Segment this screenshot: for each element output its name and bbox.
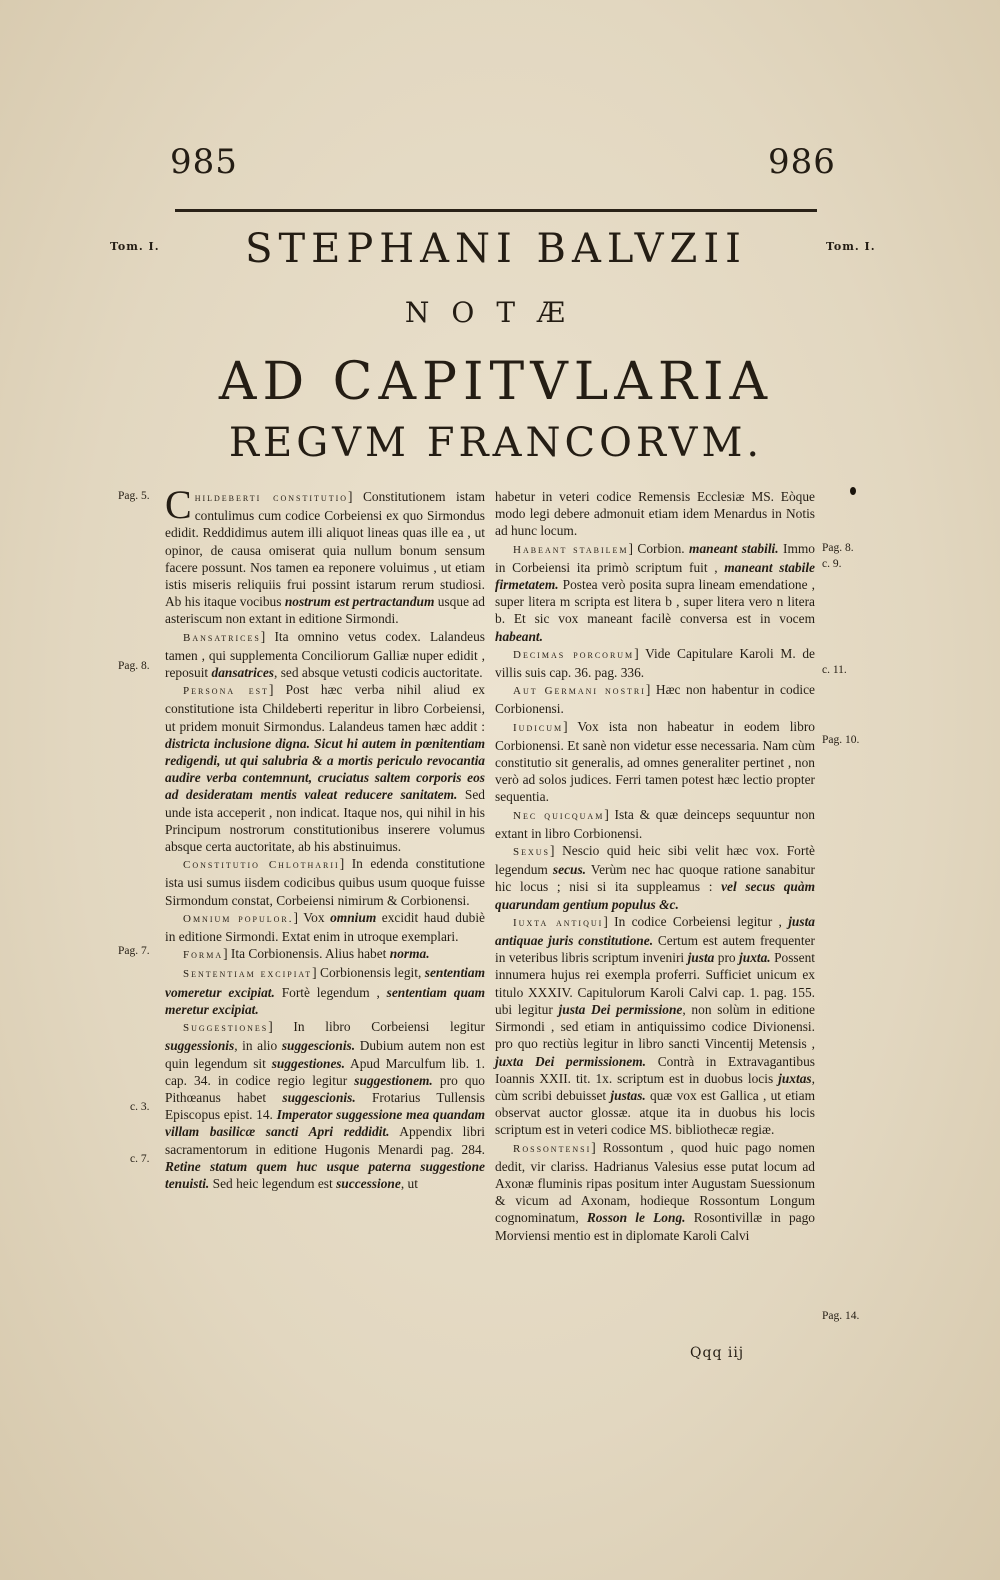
margin-note: Pag. 8. — [118, 660, 150, 672]
paragraph: Bansatrices] Ita omnino vetus codex. Lalandeus tamen , qui supplementa Conciliorum Galliæ nuper edidit , reposuit dansatrices, sed absque vetusti codicis auctoritate. — [165, 628, 485, 681]
margin-note: c. 3. — [130, 1101, 150, 1113]
paragraph: Sexus] Nescio quid heic sibi velit hæc vox. Fortè legendum secus. Verùm nec hac quoque ratione sanabitur hic locus ; nisi si ita suppleamus : vel secus quàm quarundam gentium populus &c. — [495, 843, 815, 912]
paragraph: Rossontensi] Rossontum , quod huic pago nomen dedit, vir clariss. Hadrianus Valesius esse putat locum ad Axonæ fluminis ripas positum inter Augustam Suessionum & vicum ad Axonam, hodieque Rossontum Longum cognominatum, Rosson le Long. Rosontivillæ in pago Morviensi mentio est in diplomate Karoli Calvi — [495, 1139, 815, 1243]
paragraph: Nec quicquam] Ista & quæ deinceps sequuntur non extant in libro Corbionensi. — [495, 806, 815, 841]
paragraph: Decimas porcorum] Vide Capitulare Karoli M. de villis suis cap. 36. pag. 336. — [495, 645, 815, 681]
text-column-right — [495, 488, 815, 1244]
title-line-4: REGVM FRANCORVM. — [228, 420, 764, 466]
margin-note: Pag. 10. — [822, 734, 860, 746]
volume-label-right: Tom. I. — [826, 240, 876, 253]
margin-note: Pag. 14. — [822, 1310, 860, 1322]
paragraph: Omnium populor.] Vox omnium excidit haud dubiè in editione Sirmondi. Extat enim in utroque exemplari. — [165, 909, 486, 945]
header-rule — [175, 209, 817, 212]
paragraph: Childeberti constitutio] Constitutionem istam contulimus cum codice Corbeiensi ex quo Sirmondus edidit. Reddidimus autem illi aliquot lineas quas ille ea , ut opinor, de causa omiserat quia nullum bonum sensum facere possunt. Nos tamen ea reponere voluimus , ut etiam istis miseris reliquiis frui possint istarum rerum studiosi. Ab his itaque vocibus nostrum est pertractandum usque ad asteriscum non extant in editione Sirmondi. — [165, 482, 486, 627]
paragraph: Suggestiones] In libro Corbeiensi legitur suggessionis, in alio suggescionis. Dubium autem non est quin legendum sit suggestiones. Apud Marculfum lib. 1. cap. 34. in codice regio legitur suggestionem. pro quo Pithœanus habet suggescionis. Frotarius Tullensis Episcopus epist. 14. Imperator suggessione mea quandam villam basilicæ sancti Apri reddidit. Appendix libri sacramentorum in editione Hugonis Menardi pag. 284. Retine statum quem huc usque paterna suggestione tenuisti. Sed heic legendum est successione, ut — [165, 1019, 485, 1191]
margin-note: c. 7. — [130, 1153, 150, 1165]
page-number-right: 986 — [768, 142, 836, 182]
paragraph: Aut Germani nostri] Hæc non habentur in codice Corbionensi. — [495, 682, 815, 717]
volume-label-left: Tom. I. — [110, 240, 160, 253]
margin-note: c. 11. — [822, 664, 847, 676]
margin-note: Pag. 5. — [118, 490, 150, 502]
paragraph: Iuxta antiqui] In codice Corbeiensi legitur , justa antiquae juris constitutione. Certum est autem frequenter in veteribus libris scriptum inveniri justa pro juxta. Possent innumera hujus rei exempla proferri. Sufficiet unicum ex titulo XXXIV. Capitulorum Karoli Calvi cap. 1. pag. 155. ubi legitur justa Dei permissione, non solùm in editione Sirmondi , sed etiam in antiquissimo codice Divionensi. pro quo rectiùs legitur in libro sancti Vincentij Metensis , juxta Dei permissionem. Contrà in Extravagantibus Ioannis XXII. tit. 1x. scriptum est in duobus locis juxtas, cùm scribi debuisset justas. quæ vox est Gallica , ut etiam observat auctor glossæ. atque ita in duobus his locis scriptum est in veteri codice MS. bibliothecæ regiæ. — [495, 913, 815, 1138]
paragraph: habetur in veteri codice Remensis Ecclesiæ MS. Eòque modo legi debere admonuit etiam idem Menardus in Notis ad hunc locum. — [495, 489, 815, 539]
text-column-left — [165, 482, 486, 1192]
title-line-2: NOTÆ — [404, 296, 588, 329]
paragraph: Iudicum] Vox ista non habeatur in eodem libro Corbionensi. Et sanè non videtur esse necessaria. Nam cùm constitutio sit generalis, ad omnes generaliter pertinet , non verò ad solos judices. Ferri tamen potest hæc lectio propter sequentia. — [495, 718, 815, 805]
signature-mark: Qqq iij — [690, 1345, 745, 1361]
paragraph: Persona est] Post hæc verba nihil aliud ex constitutione ista Childeberti reperitur in libro Corbeiensi, ut pridem monuit Sirmondus. Lalandeus tamen hæc addit : districta inclusione digna. Sicut hi autem in pœnitentiam redigendi, ut qui salubria & a mortis periculo revocantia audire verba contemnunt, cruciatus saltem corporis eos ad desideratam mentis valeat reducere sanitatem. Sed unde ista acceperit , non indicat. Itaque nos, qui nihil in his Principum nostrorum constitutionibus inserere volumus absque certa auctoritate, ab his abstinuimus. — [165, 682, 485, 855]
page-number-left: 985 — [170, 142, 238, 182]
paragraph: Habeant stabilem] Corbion. maneant stabili. Immo in Corbeiensi ita primò scriptum fuit , maneant stabile firmetatem. Postea verò posita supra lineam emendatione , super litera m scripta est litera b , super litera vero n litera b. Et sic vox maneant facilè conversa est in vocem habeant. — [495, 540, 816, 644]
paragraph: Sententiam excipiat] Corbionensis legit, sententiam vomeretur excipiat. Fortè legendum , sententiam quam meretur excipiat. — [165, 965, 485, 1017]
margin-note: c. 9. — [822, 558, 842, 570]
margin-note: Pag. 7. — [118, 945, 150, 957]
paragraph: Forma] Ita Corbionensis. Alius habet norma. — [183, 946, 430, 962]
title-line-1: STEPHANI BALVZII — [245, 226, 747, 272]
paragraph: Constitutio Chlotharii] In edenda constitutione ista usi sumus iisdem codicibus quibus usum quoque fuisse Sirmondum constat, Corbeiensi nimirum & Corbionensi. — [165, 856, 485, 908]
drop-cap: C — [165, 482, 192, 527]
title-line-3: AD CAPITVLARIA — [218, 352, 774, 412]
margin-note: Pag. 8. — [822, 542, 854, 554]
ink-blot — [850, 487, 856, 495]
